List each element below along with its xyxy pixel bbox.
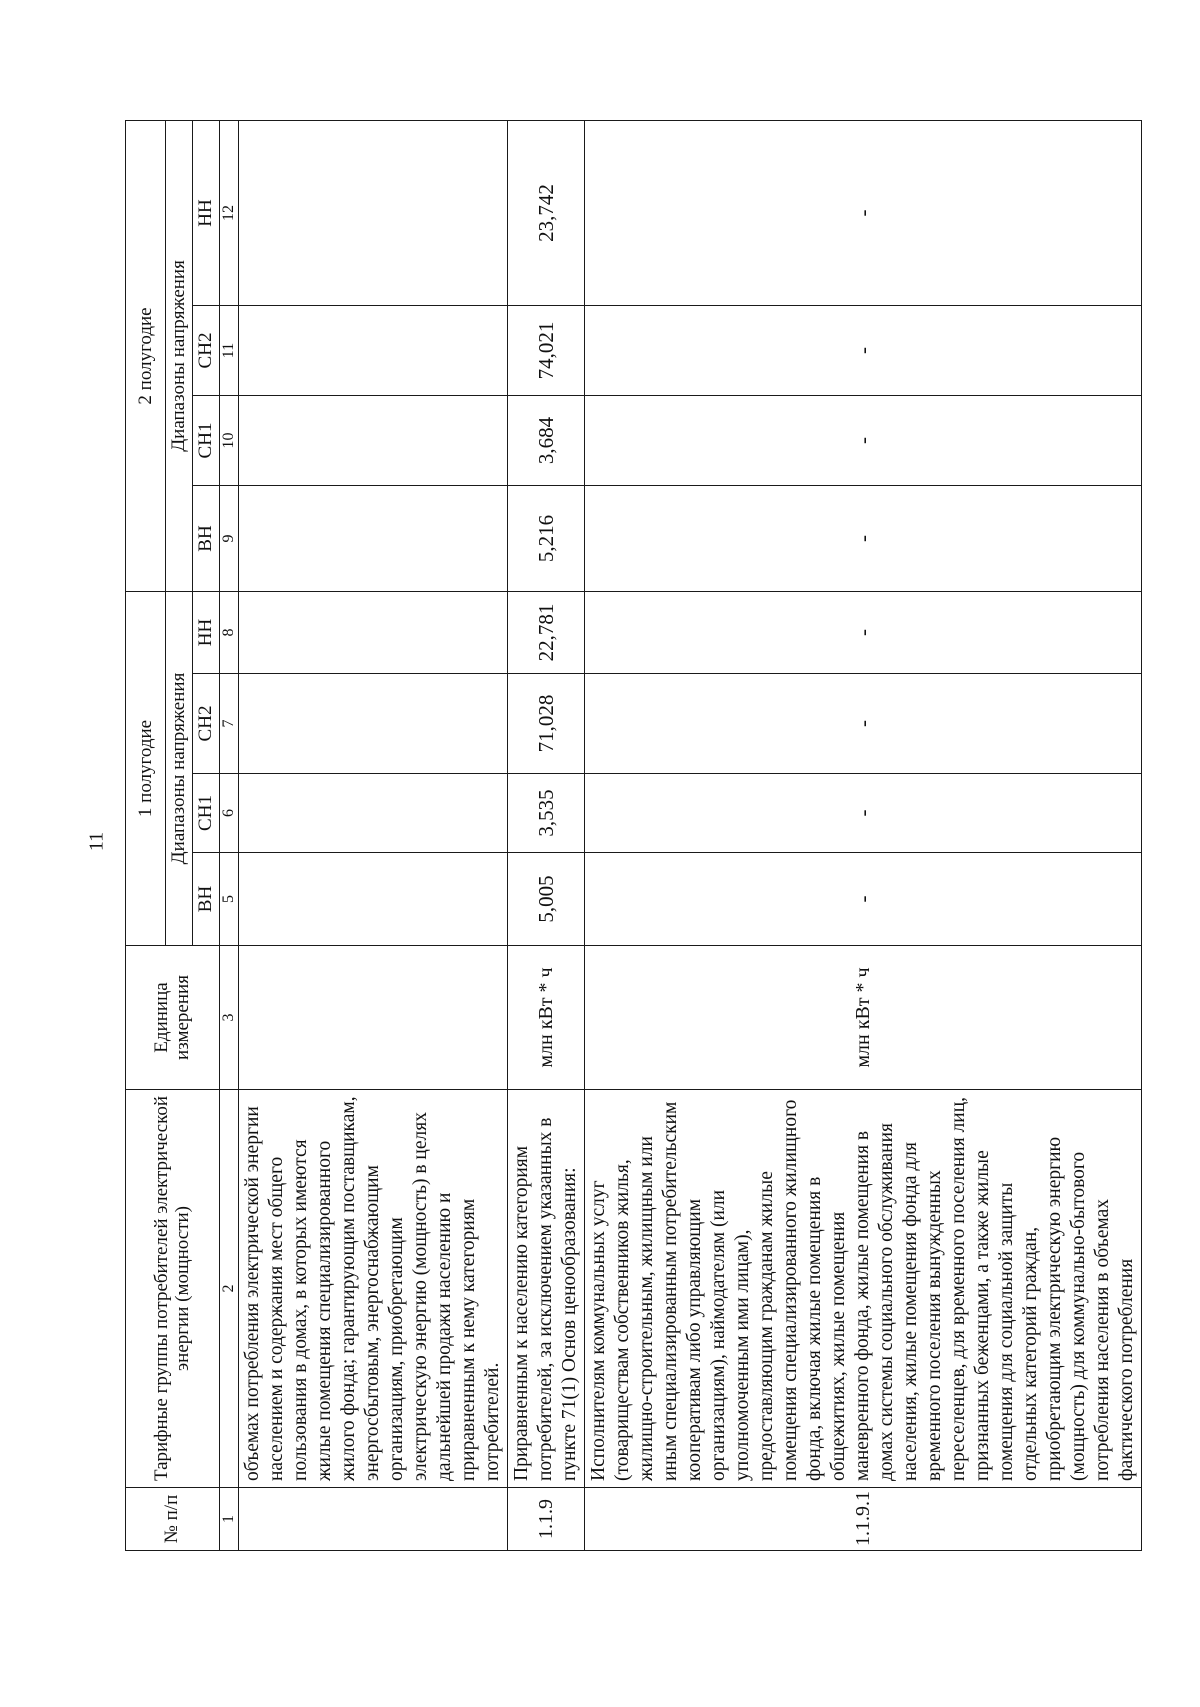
header-group: Тарифные группы потребителей электрической энергии (мощности) [126,1090,220,1488]
col-number: 2 [219,1090,238,1488]
col-number: 5 [219,853,238,946]
header-level-sn2-1: СН2 [192,674,219,774]
header-level-sn1-1: СН1 [192,774,219,853]
row-value: - [585,853,1142,946]
row-value: - [585,674,1142,774]
row-value: - [585,591,1142,673]
col-number: 1 [219,1488,238,1551]
row-value: - [585,485,1142,591]
col-number: 6 [219,774,238,853]
table-row [508,120,585,1550]
row-unit [239,946,508,1090]
row-code: 1.1.9 [508,1488,585,1551]
row-value: 3,535 [508,774,585,853]
col-number: 12 [219,120,238,305]
col-number: 9 [219,485,238,591]
row-value [239,674,508,774]
row-description: Приравненным к населению категориям потребителей, за исключением указанных в пункте 71(1) Основ ценообразования: [508,1090,585,1488]
row-code [239,1488,508,1551]
row-value [239,774,508,853]
header-half2: 2 полугодие [126,120,166,591]
header-level-sn1-2: СН1 [192,395,219,485]
table-row [585,120,1142,1550]
row-value: - [585,120,1142,305]
row-value [239,120,508,305]
header-level-vn-2: ВН [192,485,219,591]
col-number: 10 [219,395,238,485]
page-number: 11 [85,831,108,852]
header-level-vn-1: ВН [192,853,219,946]
row-value [239,853,508,946]
header-num: № п/п [126,1488,220,1551]
row-value: 71,028 [508,674,585,774]
row-description: Исполнителям коммунальных услуг (товариществам собственников жилья, жилищно-строительным, жилищным или иным специализированным потребительским кооперативам либо управляющим организациям), наймодателям (или уполномоченным ими лицам), предоставляющим гражданам жилые помещения специализированного жилищного фонда, включая жилые помещения в общежитиях, жилые помещения маневренного фонда, жилые помещения в домах системы социального обслуживания населения, жилые помещения фонда для временного поселения вынужденных переселенцев, для временного поселения лиц, признанных беженцами, а также жилые помещения для социальной защиты отдельных категорий граждан, приобретающим электрическую энергию (мощность) для коммунально-бытового потребления населения в объемах фактического потребления [585,1090,1142,1488]
header-level-nn-1: НН [192,591,219,673]
row-value: 22,781 [508,591,585,673]
col-number: 3 [219,946,238,1090]
col-number: 7 [219,674,238,774]
row-value: 5,005 [508,853,585,946]
header-level-nn-2: НН [192,120,219,305]
header-unit: Единица измерения [126,946,220,1090]
header-level-sn2-2: СН2 [192,305,219,395]
rotated-table-wrapper [125,121,1138,1551]
col-number: 8 [219,591,238,673]
row-value [239,305,508,395]
row-value: - [585,774,1142,853]
row-unit: млн кВт * ч [585,946,1142,1090]
row-value: 5,216 [508,485,585,591]
row-value [239,591,508,673]
row-value [239,395,508,485]
header-ranges-1: Диапазоны напряжения [166,591,193,945]
table-row [239,120,508,1550]
header-half1: 1 полугодие [126,591,166,945]
row-unit: млн кВт * ч [508,946,585,1090]
row-value: 74,021 [508,305,585,395]
row-value: - [585,395,1142,485]
row-code: 1.1.9.1 [585,1488,1142,1551]
row-value: - [585,305,1142,395]
row-value: 3,684 [508,395,585,485]
row-value: 23,742 [508,120,585,305]
col-number: 11 [219,305,238,395]
row-value [239,485,508,591]
tariff-table [125,120,1142,1551]
row-description: объемах потребления электрической энергии населением и содержания мест общего пользования в домах, в которых имеются жилые помещения специализированного жилого фонда; гарантирующим поставщикам, энергосбытовым, энергоснабжающим организациям, приобретающим электрическую энергию (мощность) в целях дальнейшей продажи населению и приравненным к нему категориям потребителей. [239,1090,508,1488]
header-ranges-2: Диапазоны напряжения [166,120,193,591]
